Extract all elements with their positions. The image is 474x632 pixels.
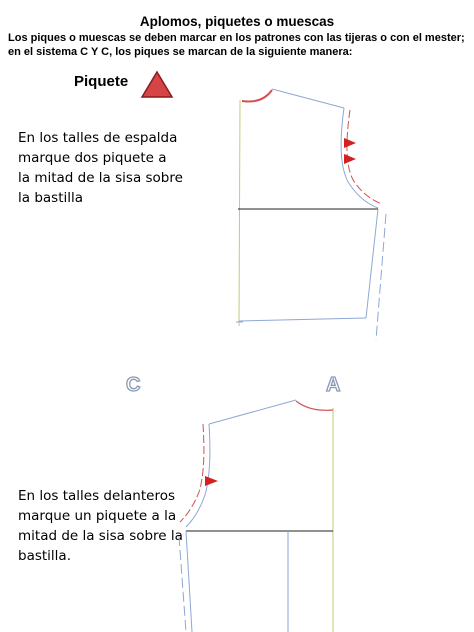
back-notch-2 [344,154,356,164]
front-side-seam [186,531,192,632]
back-hem-line [239,318,366,321]
back-center-line [239,100,240,326]
front-armhole [186,424,210,527]
back-side-seam [366,209,378,318]
back-bodice-pattern [236,89,386,340]
piquete-label: Piquete [74,73,129,90]
page-title: Aplomos, piquetes o muescas [139,14,335,29]
intro-paragraph: Los piques o muescas se deben marcar en los patrones con las tijeras o con el mester; en el sistema C Y C, los piques se marcan de la siguiente manera: [8,32,465,58]
letter-c-label: C [126,374,141,396]
front-notch [205,476,218,486]
front-shoulder-line [209,400,296,424]
front-bodice-pattern [179,400,333,632]
back-armhole-seam [347,110,382,204]
back-neckline [242,90,272,102]
back-bodice-instructions: En los talles de espalda marque dos piquete a la mitad de la sisa sobre la bastilla [18,130,183,206]
back-shoulder-line [272,89,344,108]
letter-a-label: A [326,374,341,396]
front-side-seam-allowance [179,536,186,632]
back-notch-1 [344,138,356,148]
front-neckline [296,401,333,410]
front-bodice-instructions: En los talles delanteros marque un piquete a la mitad de la sisa sobre la bastilla. [18,488,183,564]
back-side-seam-allowance [376,214,386,340]
